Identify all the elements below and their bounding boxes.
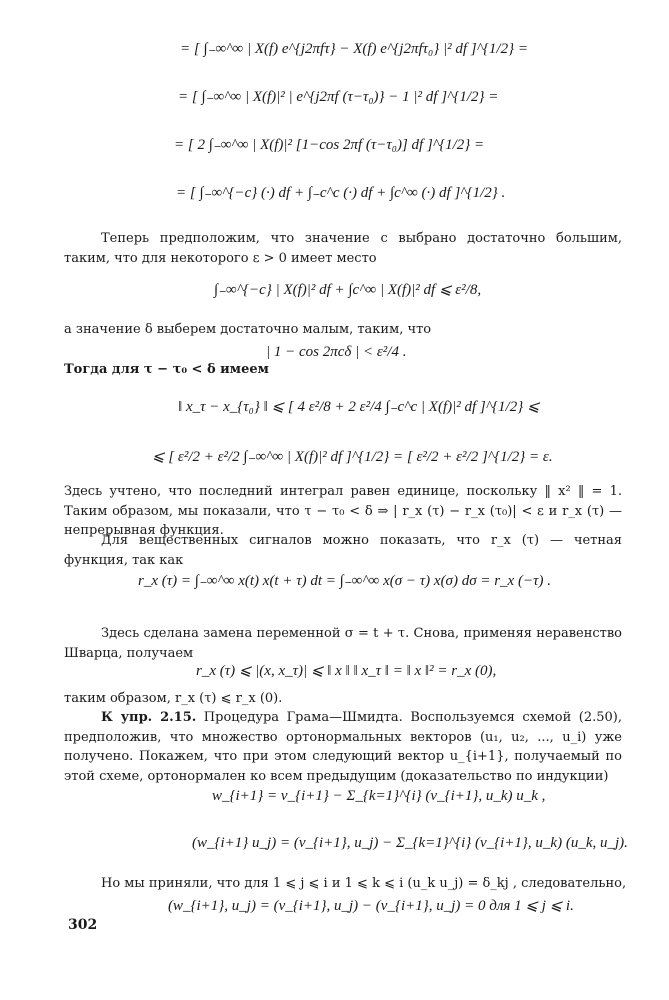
equation: = [ 2 ∫₋∞^∞ | X(f)|² [1−cos 2πf (τ−τ₀)] df ]^{1/2} = — [174, 137, 485, 153]
equation: r_x (τ) ⩽ |(x, x_τ)| ⩽ ‖ x ‖ ‖ x_τ ‖ = ‖ x ‖² = r_x (0), — [196, 663, 497, 679]
paragraph: Для вещественных сигналов можно показать, что r_x (τ) — четная функция, так как — [64, 533, 622, 568]
equation: w_{i+1} = v_{i+1} − Σ_{k=1}^{i} (v_{i+1}, u_k) u_k , — [212, 788, 546, 804]
equation: ‖ x_τ − x_{τ₀} ‖ ⩽ [ 4 ε²/8 + 2 ε²/4 ∫₋c^c | X(f)|² df ]^{1/2} ⩽ — [178, 399, 540, 415]
paragraph: а значение δ выберем достаточно малым, таким, что — [64, 322, 432, 337]
paragraph: Тогда для τ − τ₀ < δ имеем — [64, 362, 269, 377]
exercise-label: К упр. 2.15. — [101, 710, 197, 725]
paragraph: Но мы приняли, что для 1 ⩽ j ⩽ i и 1 ⩽ k ⩽ i (u_k u_j) = δ_kj , следовательно, — [101, 876, 627, 891]
page-number: 302 — [68, 917, 98, 933]
equation: = [ ∫₋∞^∞ | X(f)|² | e^{j2πf (τ−τ₀)} − 1 |² df ]^{1/2} = — [178, 89, 499, 105]
equation: | 1 − cos 2πcδ | < ε²/4 . — [266, 344, 407, 360]
equation: ⩽ [ ε²/2 + ε²/2 ∫₋∞^∞ | X(f)|² df ]^{1/2} = [ ε²/2 + ε²/2 ]^{1/2} = ε. — [152, 449, 553, 465]
equation: ∫₋∞^{−c} | X(f)|² df + ∫c^∞ | X(f)|² df ⩽ ε²/8, — [214, 282, 482, 298]
paragraph: Здесь сделана замена переменной σ = t + τ. Снова, применяя неравенство Шварца, получаем — [64, 626, 622, 661]
equation: r_x (τ) = ∫₋∞^∞ x(t) x(t + τ) dt = ∫₋∞^∞ x(σ − τ) x(σ) dσ = r_x (−τ) . — [138, 573, 551, 589]
equation: (w_{i+1} u_j) = (v_{i+1}, u_j) − Σ_{k=1}^{i} (v_{i+1}, u_k) (u_k, u_j). — [192, 835, 628, 851]
equation: = [ ∫₋∞^∞ | X(f) e^{j2πfτ} − X(f) e^{j2πfτ₀} |² df ]^{1/2} = — [180, 41, 528, 57]
paragraph — [64, 708, 622, 786]
paragraph: Теперь предположим, что значение c выбрано достаточно большим, таким, что для некоторого ε > 0 имеет место — [64, 231, 622, 266]
equation: = [ ∫₋∞^{−c} (·) df + ∫₋c^c (·) df + ∫c^∞ (·) df ]^{1/2} . — [176, 185, 506, 201]
paragraph: Здесь учтено, что последний интеграл равен единице, поскольку ‖ x² ‖ = 1. Таким образом, мы показали, что τ − τ₀ < δ ⇒ | r_x (τ) − r_x (τ₀)| < ε и r_x (τ) — непрерывная функция. — [64, 484, 622, 538]
paragraph-text: Процедура Грама—Шмидта. Воспользуемся схемой (2.50), предположив, что множество ортонормальных векторов (u₁, u₂, ..., u_i) уже получено. Покажем, что при этом следующий вектор u_{i+1}, получаемый по этой схеме, ортонормален ко всем предыдущим (доказательство по индукции) — [64, 710, 622, 784]
equation: (w_{i+1}, u_j) = (v_{i+1}, u_j) − (v_{i+1}, u_j) = 0 для 1 ⩽ j ⩽ i. — [168, 898, 574, 914]
paragraph: таким образом, r_x (τ) ⩽ r_x (0). — [64, 691, 283, 706]
